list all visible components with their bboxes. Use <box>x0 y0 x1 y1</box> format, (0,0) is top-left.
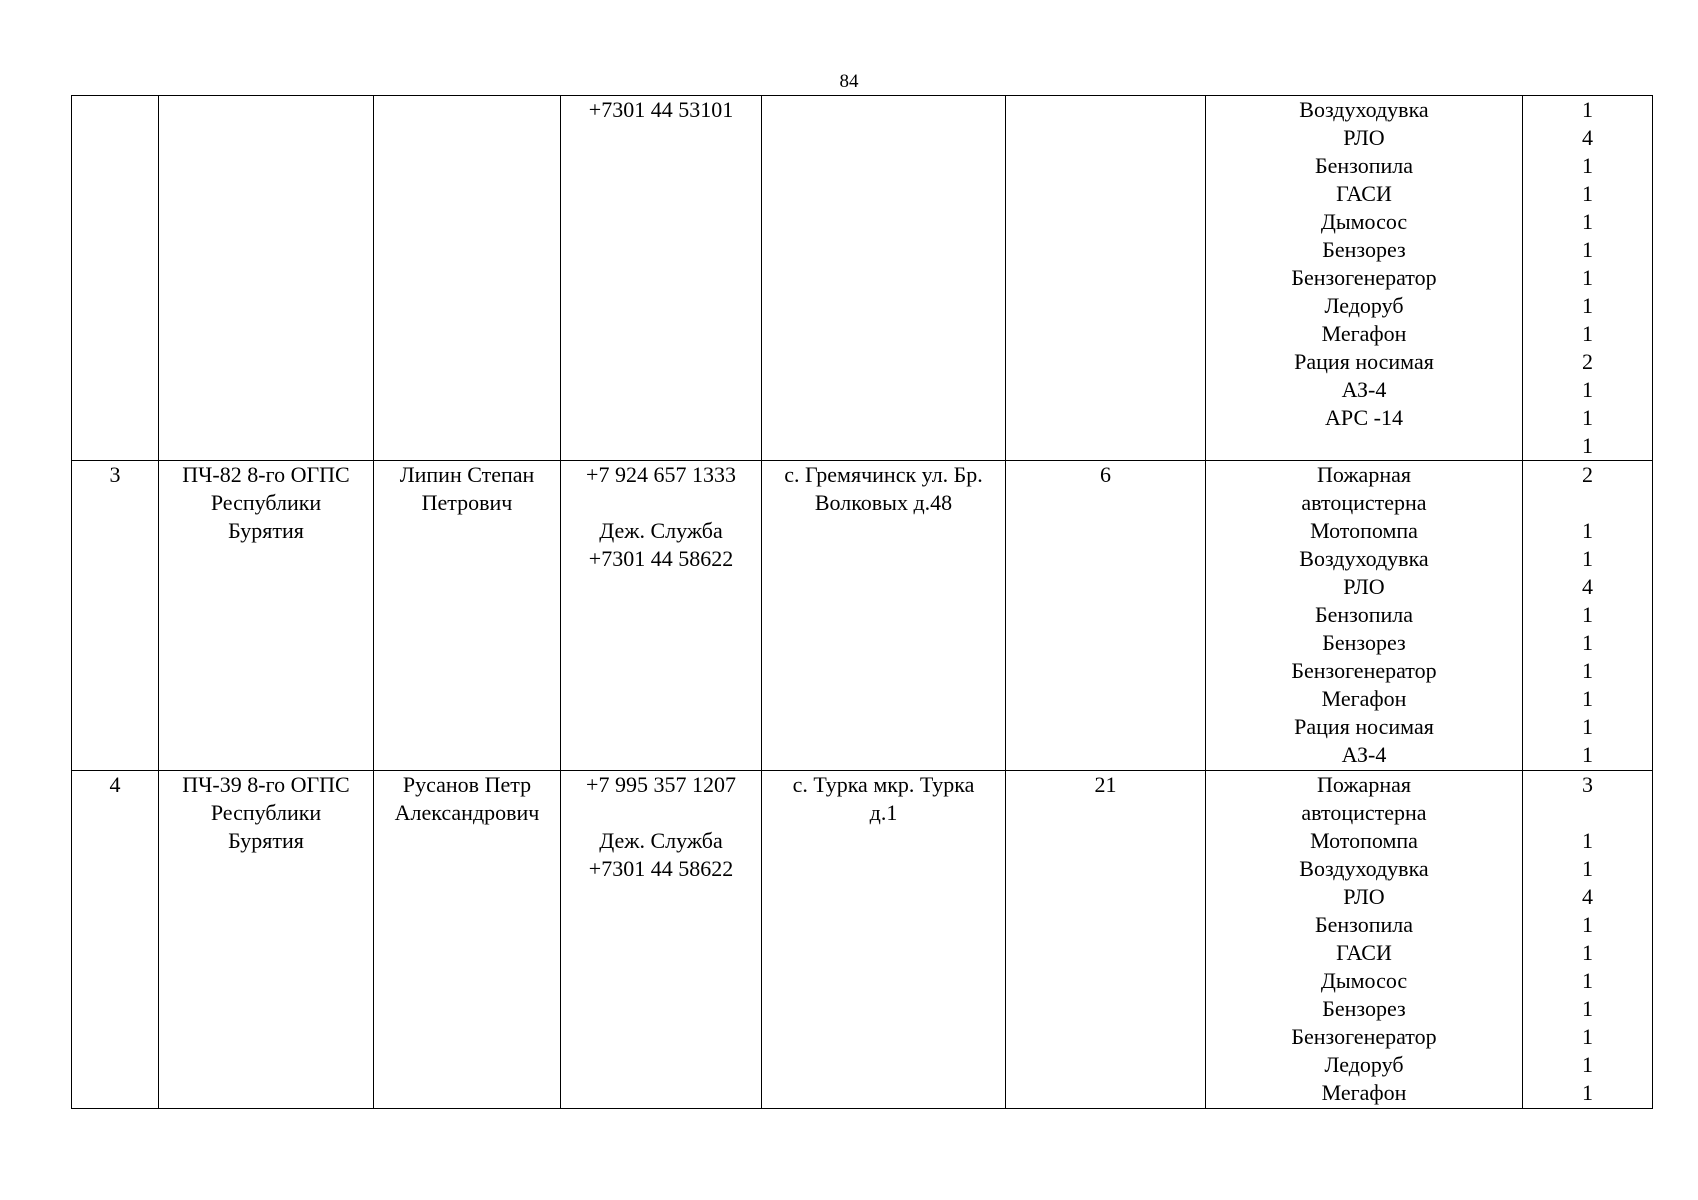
equipment-list-cell-line: Бензорез <box>1322 630 1406 655</box>
equipment-list-cell-line: Бензогенератор <box>1291 1024 1437 1049</box>
equipment-quantity-cell-line: 1 <box>1582 912 1593 937</box>
equipment-list-cell-line: Дымосос <box>1320 968 1408 993</box>
equipment-quantity-cell-line: 1 <box>1582 97 1593 122</box>
equipment-list-cell-line: Пожарная <box>1317 462 1411 487</box>
unit-name-cell-line: Республики <box>210 490 322 515</box>
equipment-quantity-cell-line <box>1527 489 1648 517</box>
equipment-list-cell-line <box>1210 432 1518 460</box>
equipment-list-cell-line: Мегафон <box>1321 1080 1407 1105</box>
equipment-list-cell <box>1206 96 1523 461</box>
phone-cell-line: Деж. Служба <box>599 518 723 543</box>
staff-count-cell-line: 21 <box>1094 772 1117 797</box>
equipment-quantity-cell-line: 1 <box>1582 856 1593 881</box>
equipment-list-cell <box>1206 461 1523 771</box>
row-number-cell-line: 4 <box>109 772 121 797</box>
address-cell-line: с. Гремячинск ул. Бр. <box>784 462 983 487</box>
phone-cell-line <box>565 799 757 827</box>
row-number-cell <box>72 96 159 461</box>
equipment-list-cell-line: РЛО <box>1343 884 1385 909</box>
head-name-cell <box>374 96 561 461</box>
table-row <box>72 96 1653 461</box>
equipment-list-cell-line: Рация носимая <box>1294 349 1434 374</box>
equipment-list-cell-line: Пожарная <box>1317 772 1411 797</box>
equipment-quantity-cell-line: 1 <box>1582 293 1593 318</box>
equipment-list-cell-line: ГАСИ <box>1336 181 1392 206</box>
equipment-quantity-cell-line: 1 <box>1582 1024 1593 1049</box>
head-name-cell-line: Русанов Петр <box>402 772 532 797</box>
row-number-cell-line: 3 <box>109 462 121 487</box>
equipment-list-cell-line: Мотопомпа <box>1310 828 1418 853</box>
equipment-quantity-cell <box>1523 771 1653 1109</box>
equipment-quantity-cell <box>1523 461 1653 771</box>
head-name-cell-line: Липин Степан <box>399 462 535 487</box>
equipment-list-cell-line: РЛО <box>1343 574 1385 599</box>
address-cell <box>762 96 1006 461</box>
equipment-quantity-cell-line: 2 <box>1582 349 1593 374</box>
equipment-list-cell-line: Мегафон <box>1321 686 1407 711</box>
equipment-quantity-cell-line: 1 <box>1582 181 1593 206</box>
unit-name-cell-line: Бурятия <box>228 518 304 543</box>
equipment-quantity-cell-line: 1 <box>1582 658 1593 683</box>
equipment-list-cell-line: Ледоруб <box>1324 293 1404 318</box>
phone-cell-line: +7301 44 53101 <box>588 97 734 122</box>
equipment-list-cell-line: Бензопила <box>1314 912 1414 937</box>
equipment-list-cell-line: автоцистерна <box>1301 490 1427 515</box>
equipment-quantity-cell-line: 1 <box>1582 265 1593 290</box>
equipment-list-cell-line: Бензогенератор <box>1291 658 1437 683</box>
phone-cell-line: Деж. Служба <box>599 828 723 853</box>
equipment-quantity-cell-line: 1 <box>1582 546 1593 571</box>
equipment-quantity-cell-line: 1 <box>1582 968 1593 993</box>
unit-name-cell <box>159 96 374 461</box>
equipment-quantity-cell-line: 3 <box>1582 772 1593 797</box>
equipment-list-cell-line: Мотопомпа <box>1310 518 1418 543</box>
equipment-quantity-cell-line: 1 <box>1582 996 1593 1021</box>
equipment-quantity-cell-line: 1 <box>1582 686 1593 711</box>
equipment-quantity-cell-line: 1 <box>1582 1080 1593 1105</box>
head-name-cell-line: Александрович <box>394 800 540 825</box>
equipment-quantity-cell-line: 1 <box>1582 237 1593 262</box>
equipment-quantity-cell-line: 1 <box>1582 405 1593 430</box>
unit-name-cell-line: Бурятия <box>228 828 304 853</box>
equipment-quantity-cell-line: 1 <box>1582 714 1593 739</box>
equipment-quantity-cell-line <box>1527 799 1648 827</box>
phone-cell <box>561 461 762 771</box>
equipment-list-cell-line: АЗ-4 <box>1341 742 1387 767</box>
phone-cell <box>561 771 762 1109</box>
equipment-list-cell-line: Ледоруб <box>1324 1052 1404 1077</box>
equipment-quantity-cell-line: 1 <box>1582 321 1593 346</box>
unit-name-cell <box>159 771 374 1109</box>
equipment-list-cell-line: Бензогенератор <box>1291 265 1437 290</box>
equipment-list-cell-line: Воздуходувка <box>1299 856 1429 881</box>
equipment-list-cell-line: ГАСИ <box>1336 940 1392 965</box>
phone-cell-line <box>565 489 757 517</box>
equipment-quantity-cell-line: 1 <box>1582 828 1593 853</box>
address-cell-line: Волковых д.48 <box>814 490 953 515</box>
phone-cell-line: +7 924 657 1333 <box>586 462 736 487</box>
head-name-cell-line: Петрович <box>421 490 513 515</box>
equipment-quantity-cell-line: 1 <box>1582 377 1593 402</box>
staff-count-cell <box>1006 771 1206 1109</box>
unit-name-cell-line: Республики <box>210 800 322 825</box>
address-cell <box>762 771 1006 1109</box>
row-number-cell <box>72 771 159 1109</box>
staff-count-cell-line: 6 <box>1100 462 1111 487</box>
staff-count-cell-line <box>1010 96 1201 124</box>
address-cell <box>762 461 1006 771</box>
phone-cell-line: +7301 44 58622 <box>588 546 734 571</box>
address-cell-line: д.1 <box>869 800 898 825</box>
equipment-quantity-cell-line: 1 <box>1582 209 1593 234</box>
head-name-cell <box>374 461 561 771</box>
equipment-list-cell-line: Дымосос <box>1320 209 1408 234</box>
phone-cell-line: +7301 44 58622 <box>588 856 734 881</box>
unit-name-cell <box>159 461 374 771</box>
row-number-cell <box>72 461 159 771</box>
equipment-list-cell-line: Воздуходувка <box>1299 546 1429 571</box>
equipment-list-cell-line: РЛО <box>1343 125 1385 150</box>
equipment-quantity-cell-line: 2 <box>1582 462 1593 487</box>
equipment-list-cell-line: АЗ-4 <box>1341 377 1387 402</box>
row-number-cell-line <box>76 96 154 124</box>
equipment-list-cell-line: АРС -14 <box>1325 405 1403 430</box>
equipment-quantity-cell <box>1523 96 1653 461</box>
phone-cell-line: +7 995 357 1207 <box>586 772 736 797</box>
head-name-cell <box>374 771 561 1109</box>
equipment-list-cell-line: автоцистерна <box>1301 800 1427 825</box>
equipment-list-cell-line: Бензопила <box>1314 602 1414 627</box>
equipment-quantity-cell-line: 4 <box>1582 884 1593 909</box>
equipment-list-cell-line: Рация носимая <box>1294 714 1434 739</box>
unit-name-cell-line: ПЧ-39 8-го ОГПС <box>182 772 350 797</box>
equipment-quantity-cell-line: 1 <box>1582 940 1593 965</box>
equipment-list-cell-line: Воздуходувка <box>1299 97 1429 122</box>
staff-count-cell <box>1006 96 1206 461</box>
table-row <box>72 461 1653 771</box>
equipment-quantity-cell-line: 1 <box>1582 518 1593 543</box>
equipment-list-cell-line: Мегафон <box>1321 321 1407 346</box>
equipment-list-cell-line: Бензопила <box>1314 153 1414 178</box>
phone-cell <box>561 96 762 461</box>
equipment-quantity-cell-line: 1 <box>1582 1052 1593 1077</box>
staff-count-cell <box>1006 461 1206 771</box>
equipment-quantity-cell-line: 1 <box>1582 742 1593 767</box>
equipment-list-cell-line: Бензорез <box>1322 996 1406 1021</box>
unit-name-cell-line: ПЧ-82 8-го ОГПС <box>182 462 350 487</box>
table-row <box>72 771 1653 1109</box>
equipment-quantity-cell-line: 4 <box>1582 574 1593 599</box>
equipment-quantity-cell-line: 1 <box>1582 630 1593 655</box>
page-number: 84 <box>839 71 859 92</box>
equipment-list-cell-line: Бензорез <box>1322 237 1406 262</box>
equipment-quantity-cell-line: 4 <box>1582 125 1593 150</box>
equipment-list-cell <box>1206 771 1523 1109</box>
fire-units-table <box>71 95 1653 1109</box>
equipment-quantity-cell-line: 1 <box>1582 602 1593 627</box>
address-cell-line: с. Турка мкр. Турка <box>792 772 975 797</box>
equipment-quantity-cell-line: 1 <box>1582 433 1593 458</box>
equipment-quantity-cell-line: 1 <box>1582 153 1593 178</box>
